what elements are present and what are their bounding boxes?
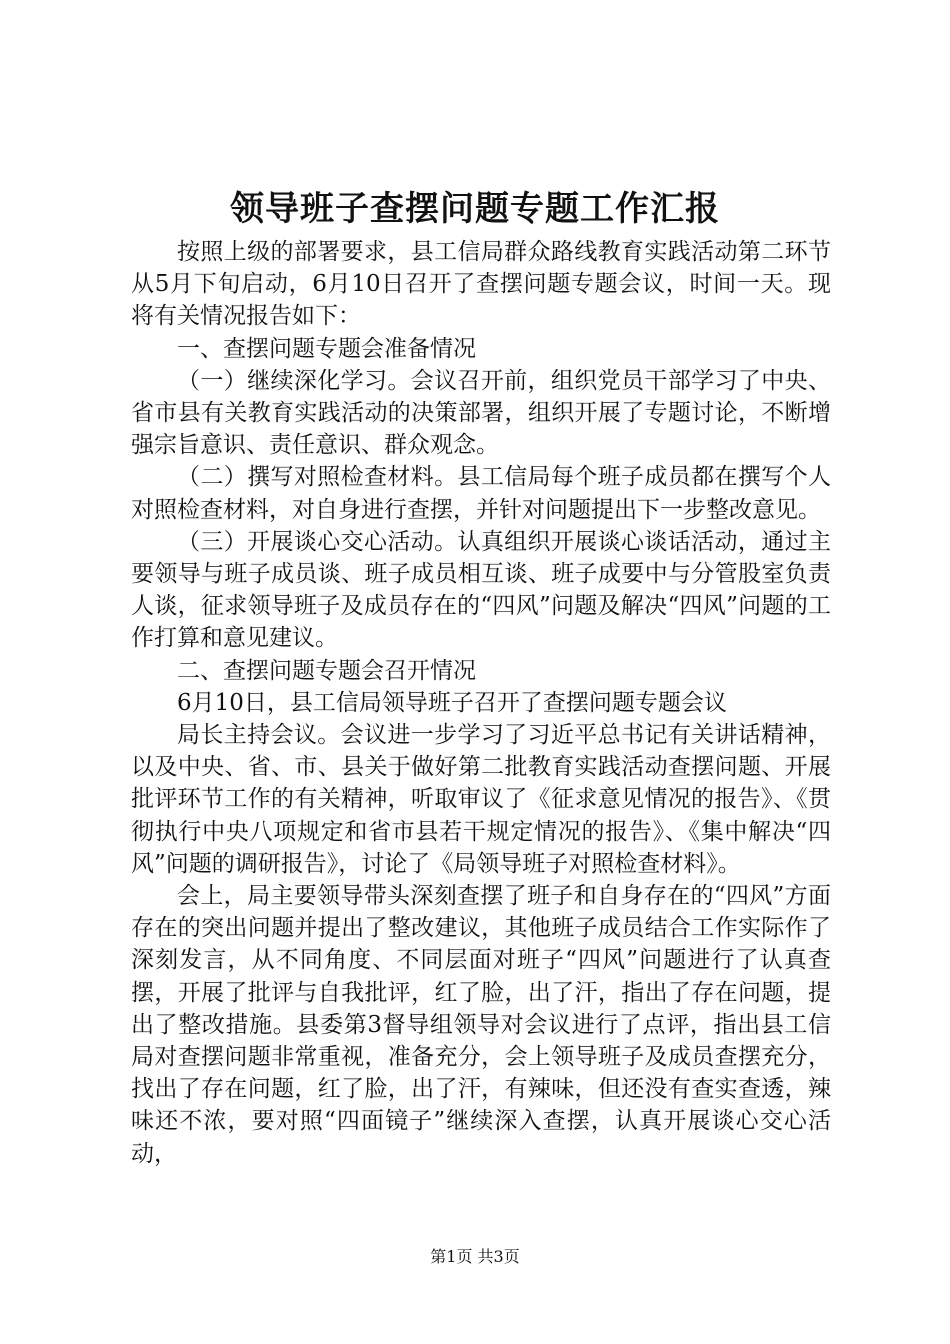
paragraph-intro: 按照上级的部署要求，县工信局群众路线教育实践活动第二环节从5月下旬启动，6月10日召开了查摆问题专题会议，时间一天。现将有关情况报告如下： — [131, 239, 831, 330]
paragraph-meeting-host: 局长主持会议。会议进一步学习了习近平总书记有关讲话精神，以及中央、省、市、县关于做好第二批教育实践活动查摆问题、开展批评环节工作的有关精神，听取审议了《征求意见情况的报告》、《贯彻执行中央八项规定和省市县若干规定情况的报告》、《集中解决“四风”问题的调研报告》，讨论了《局领导班子对照检查材料》。 — [131, 722, 831, 877]
paragraph-study: （一）继续深化学习。会议召开前，组织党员干部学习了中央、省市县有关教育实践活动的决策部署，组织开展了专题讨论，不断增强宗旨意识、责任意识、群众观念。 — [131, 367, 831, 459]
page-footer: 第1页 共3页 — [430, 1247, 520, 1266]
paragraph-meeting-date: 6月10日，县工信局领导班子召开了查摆问题专题会议 — [177, 689, 727, 716]
paragraph-talks: （三）开展谈心交心活动。认真组织开展谈心谈话活动，通过主要领导与班子成员谈、班子成员相互谈、班子成要中与分管股室负责人谈，征求领导班子及成员存在的“四风”问题及解决“四风”问题的工作打算和意见建议。 — [131, 528, 831, 652]
document-body — [131, 236, 831, 1170]
document-title: 领导班子查摆问题专题工作汇报 — [230, 189, 720, 229]
paragraph-meeting-content: 会上，局主要领导带头深刻查摆了班子和自身存在的“四风”方面存在的突出问题并提出了整改建议，其他班子成员结合工作实际作了深刻发言，从不同角度、不同层面对班子“四风”问题进行了认真查摆，开展了批评与自我批评，红了脸，出了汗，指出了存在问题，提出了整改措施。县委第3督导组领导对会议进行了点评，指出县工信局对查摆问题非常重视，准备充分，会上领导班子及成员查摆充分，找出了存在问题，红了脸，出了汗，有辣味，但还没有查实查透，辣味还不浓，要对照“四面镜子”继续深入查摆，认真开展谈心交心活动， — [131, 883, 831, 1167]
paragraph-materials: （二）撰写对照检查材料。县工信局每个班子成员都在撰写个人对照检查材料，对自身进行查摆，并针对问题提出下一步整改意见。 — [131, 464, 831, 523]
section-heading-1: 一、查摆问题专题会准备情况 — [177, 335, 476, 362]
section-heading-2: 二、查摆问题专题会召开情况 — [177, 657, 476, 684]
